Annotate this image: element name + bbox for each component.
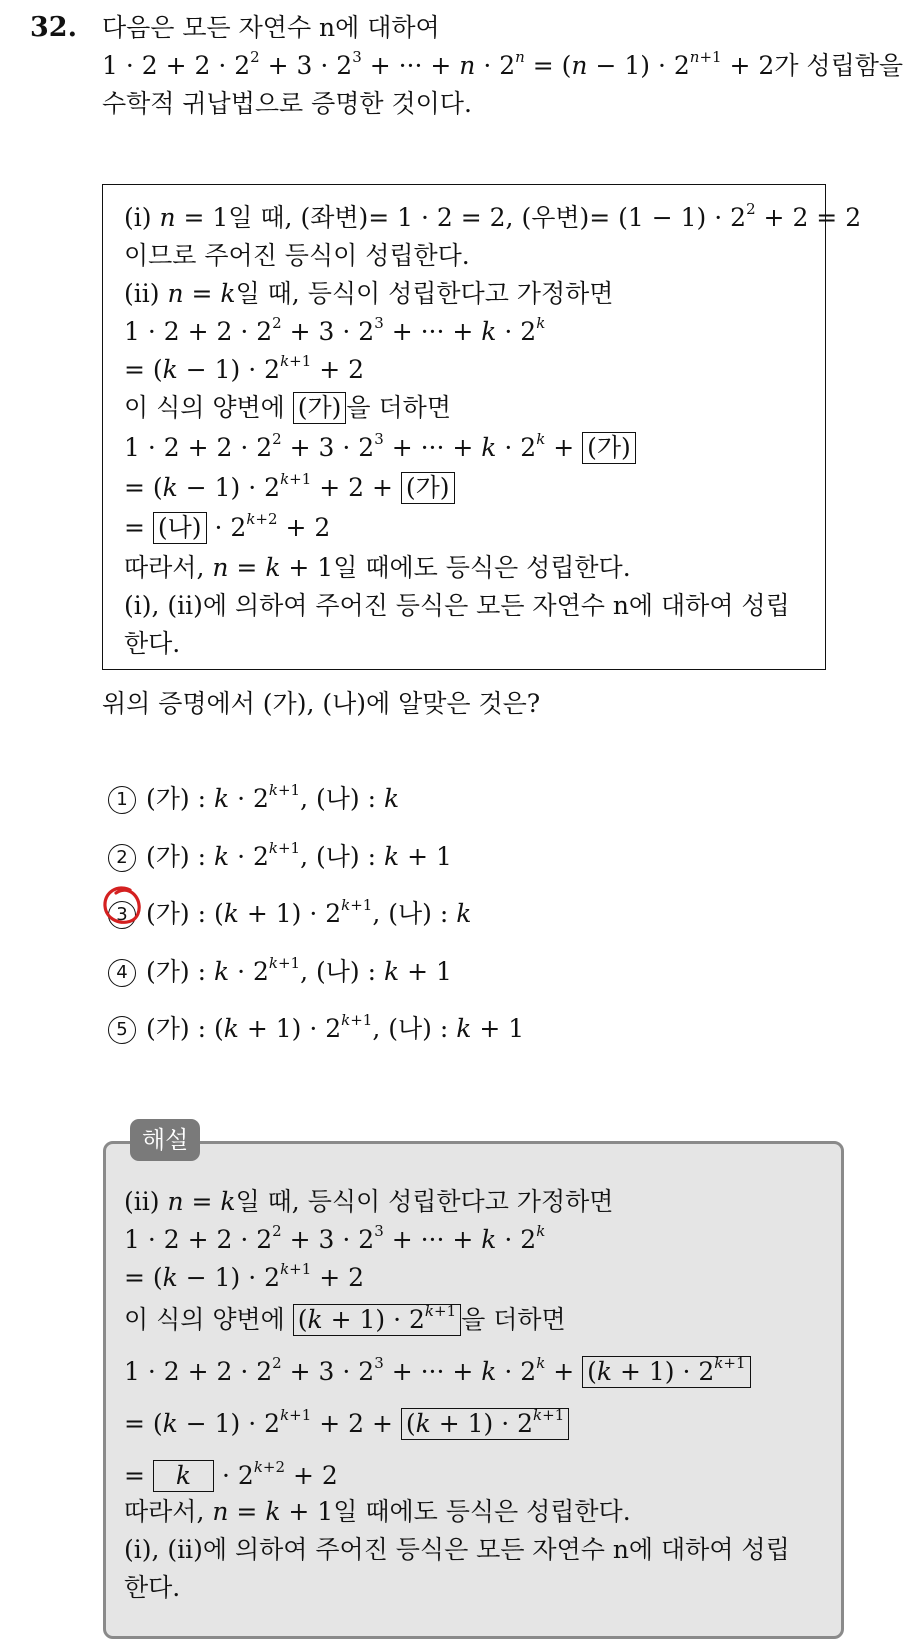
blank-ga: (가)	[401, 472, 455, 504]
solution-line-10: 한다.	[124, 1573, 181, 1602]
answer-box-na: k	[153, 1460, 214, 1492]
proof-line-8: = $(k - 1) \cdot 2^{k+1} + 2$ + (가)	[124, 472, 455, 504]
choice-number: 2	[108, 844, 136, 872]
question-prompt: 위의 증명에서 (가), (나)에 알맞은 것은?	[102, 689, 541, 718]
proof-line-10: 따라서, n = k + 1일 때에도 등식은 성립한다.	[124, 553, 631, 582]
answer-box-ga: $(k + 1) \cdot 2^{k+1}$	[401, 1408, 569, 1440]
blank-na: (나)	[153, 512, 207, 544]
choice-number: 5	[108, 1016, 136, 1044]
blank-ga: (가)	[582, 432, 636, 464]
proof-line-2: 이므로 주어진 등식이 성립한다.	[124, 241, 470, 270]
proof-line-1: (i) n = 1일 때, (좌변)= 1 · 2 = 2, (우변)= $(1 - 1) \cdot 2^2 + 2 = 2$	[124, 200, 862, 232]
solution-line-1: (ii) n = k일 때, 등식이 성립한다고 가정하면	[124, 1187, 614, 1216]
solution-line-8: 따라서, n = k + 1일 때에도 등식은 성립한다.	[124, 1497, 631, 1526]
solution-tag: 해설	[130, 1119, 200, 1161]
proof-line-7: $1 \cdot 2 + 2 \cdot 2^2 + 3 \cdot 2^3$ + ··· + $k \cdot 2^k$ + (가)	[124, 432, 636, 464]
solution-line-2: $1 \cdot 2 + 2 \cdot 2^2 + 3 \cdot 2^3$ + ··· + $k \cdot 2^k$	[124, 1222, 546, 1254]
choice-5[interactable]: 5 (가) : $(k + 1) \cdot 2^{k+1}$, (나) : k + 1	[108, 1012, 524, 1046]
answer-box-ga: $(k + 1) \cdot 2^{k+1}$	[293, 1304, 461, 1336]
choice-1[interactable]: 1 (가) : $k \cdot 2^{k+1}$, (나) : k	[108, 782, 399, 816]
question-number: 32.	[30, 12, 77, 43]
question-stem-formula: $1 \cdot 2 + 2 \cdot 2^2 + 3 \cdot 2^3$ + ··· + $n \cdot 2^n = (n - 1) \cdot 2^{n+1} + 2$가 성립함을	[102, 48, 903, 80]
question-stem-line-1: 다음은 모든 자연수 n에 대하여	[102, 13, 440, 42]
choice-number: 1	[108, 786, 136, 814]
proof-line-3: (ii) n = k일 때, 등식이 성립한다고 가정하면	[124, 279, 614, 308]
proof-line-11: (i), (ii)에 의하여 주어진 등식은 모든 자연수 n에 대하여 성립	[124, 591, 790, 620]
solution-line-6: = $(k - 1) \cdot 2^{k+1} + 2 + (k + 1) \cdot 2^{k+1}$	[124, 1408, 569, 1440]
proof-line-6: 이 식의 양변에 (가) 을 더하면	[124, 393, 451, 422]
answer-box-ga: $(k + 1) \cdot 2^{k+1}$	[582, 1356, 750, 1388]
answer-circle-mark-icon	[100, 884, 144, 928]
choice-4[interactable]: 4 (가) : $k \cdot 2^{k+1}$, (나) : k + 1	[108, 955, 452, 989]
solution-line-9: (i), (ii)에 의하여 주어진 등식은 모든 자연수 n에 대하여 성립	[124, 1535, 790, 1564]
choice-3[interactable]: 3 (가) : $(k + 1) \cdot 2^{k+1}$, (나) : k	[108, 897, 471, 931]
blank-ga: (가)	[293, 392, 347, 424]
solution-line-5: $1 \cdot 2 + 2 \cdot 2^2 + 3 \cdot 2^3$ + ··· + $k \cdot 2^k + (k + 1) \cdot 2^{k+1}$	[124, 1356, 751, 1388]
solution-line-4: 이 식의 양변에 $(k + 1) \cdot 2^{k+1}$ 을 더하면	[124, 1302, 566, 1334]
proof-line-9: = (나) · $2^{k+2} + 2$	[124, 510, 331, 542]
proof-line-12: 한다.	[124, 629, 181, 658]
choice-2[interactable]: 2 (가) : $k \cdot 2^{k+1}$, (나) : k + 1	[108, 840, 452, 874]
solution-line-3: = $(k - 1) \cdot 2^{k+1} + 2$	[124, 1260, 365, 1292]
proof-line-5: = $(k - 1) \cdot 2^{k+1} + 2$	[124, 352, 365, 384]
choice-number: 4	[108, 959, 136, 987]
choice-number: 3	[108, 901, 136, 929]
question-stem-line-3: 수학적 귀납법으로 증명한 것이다.	[102, 89, 472, 118]
solution-line-7: = $k \cdot 2^{k+2} + 2$	[124, 1458, 338, 1490]
proof-line-4: $1 \cdot 2 + 2 \cdot 2^2 + 3 \cdot 2^3$ + ··· + $k \cdot 2^k$	[124, 314, 546, 346]
